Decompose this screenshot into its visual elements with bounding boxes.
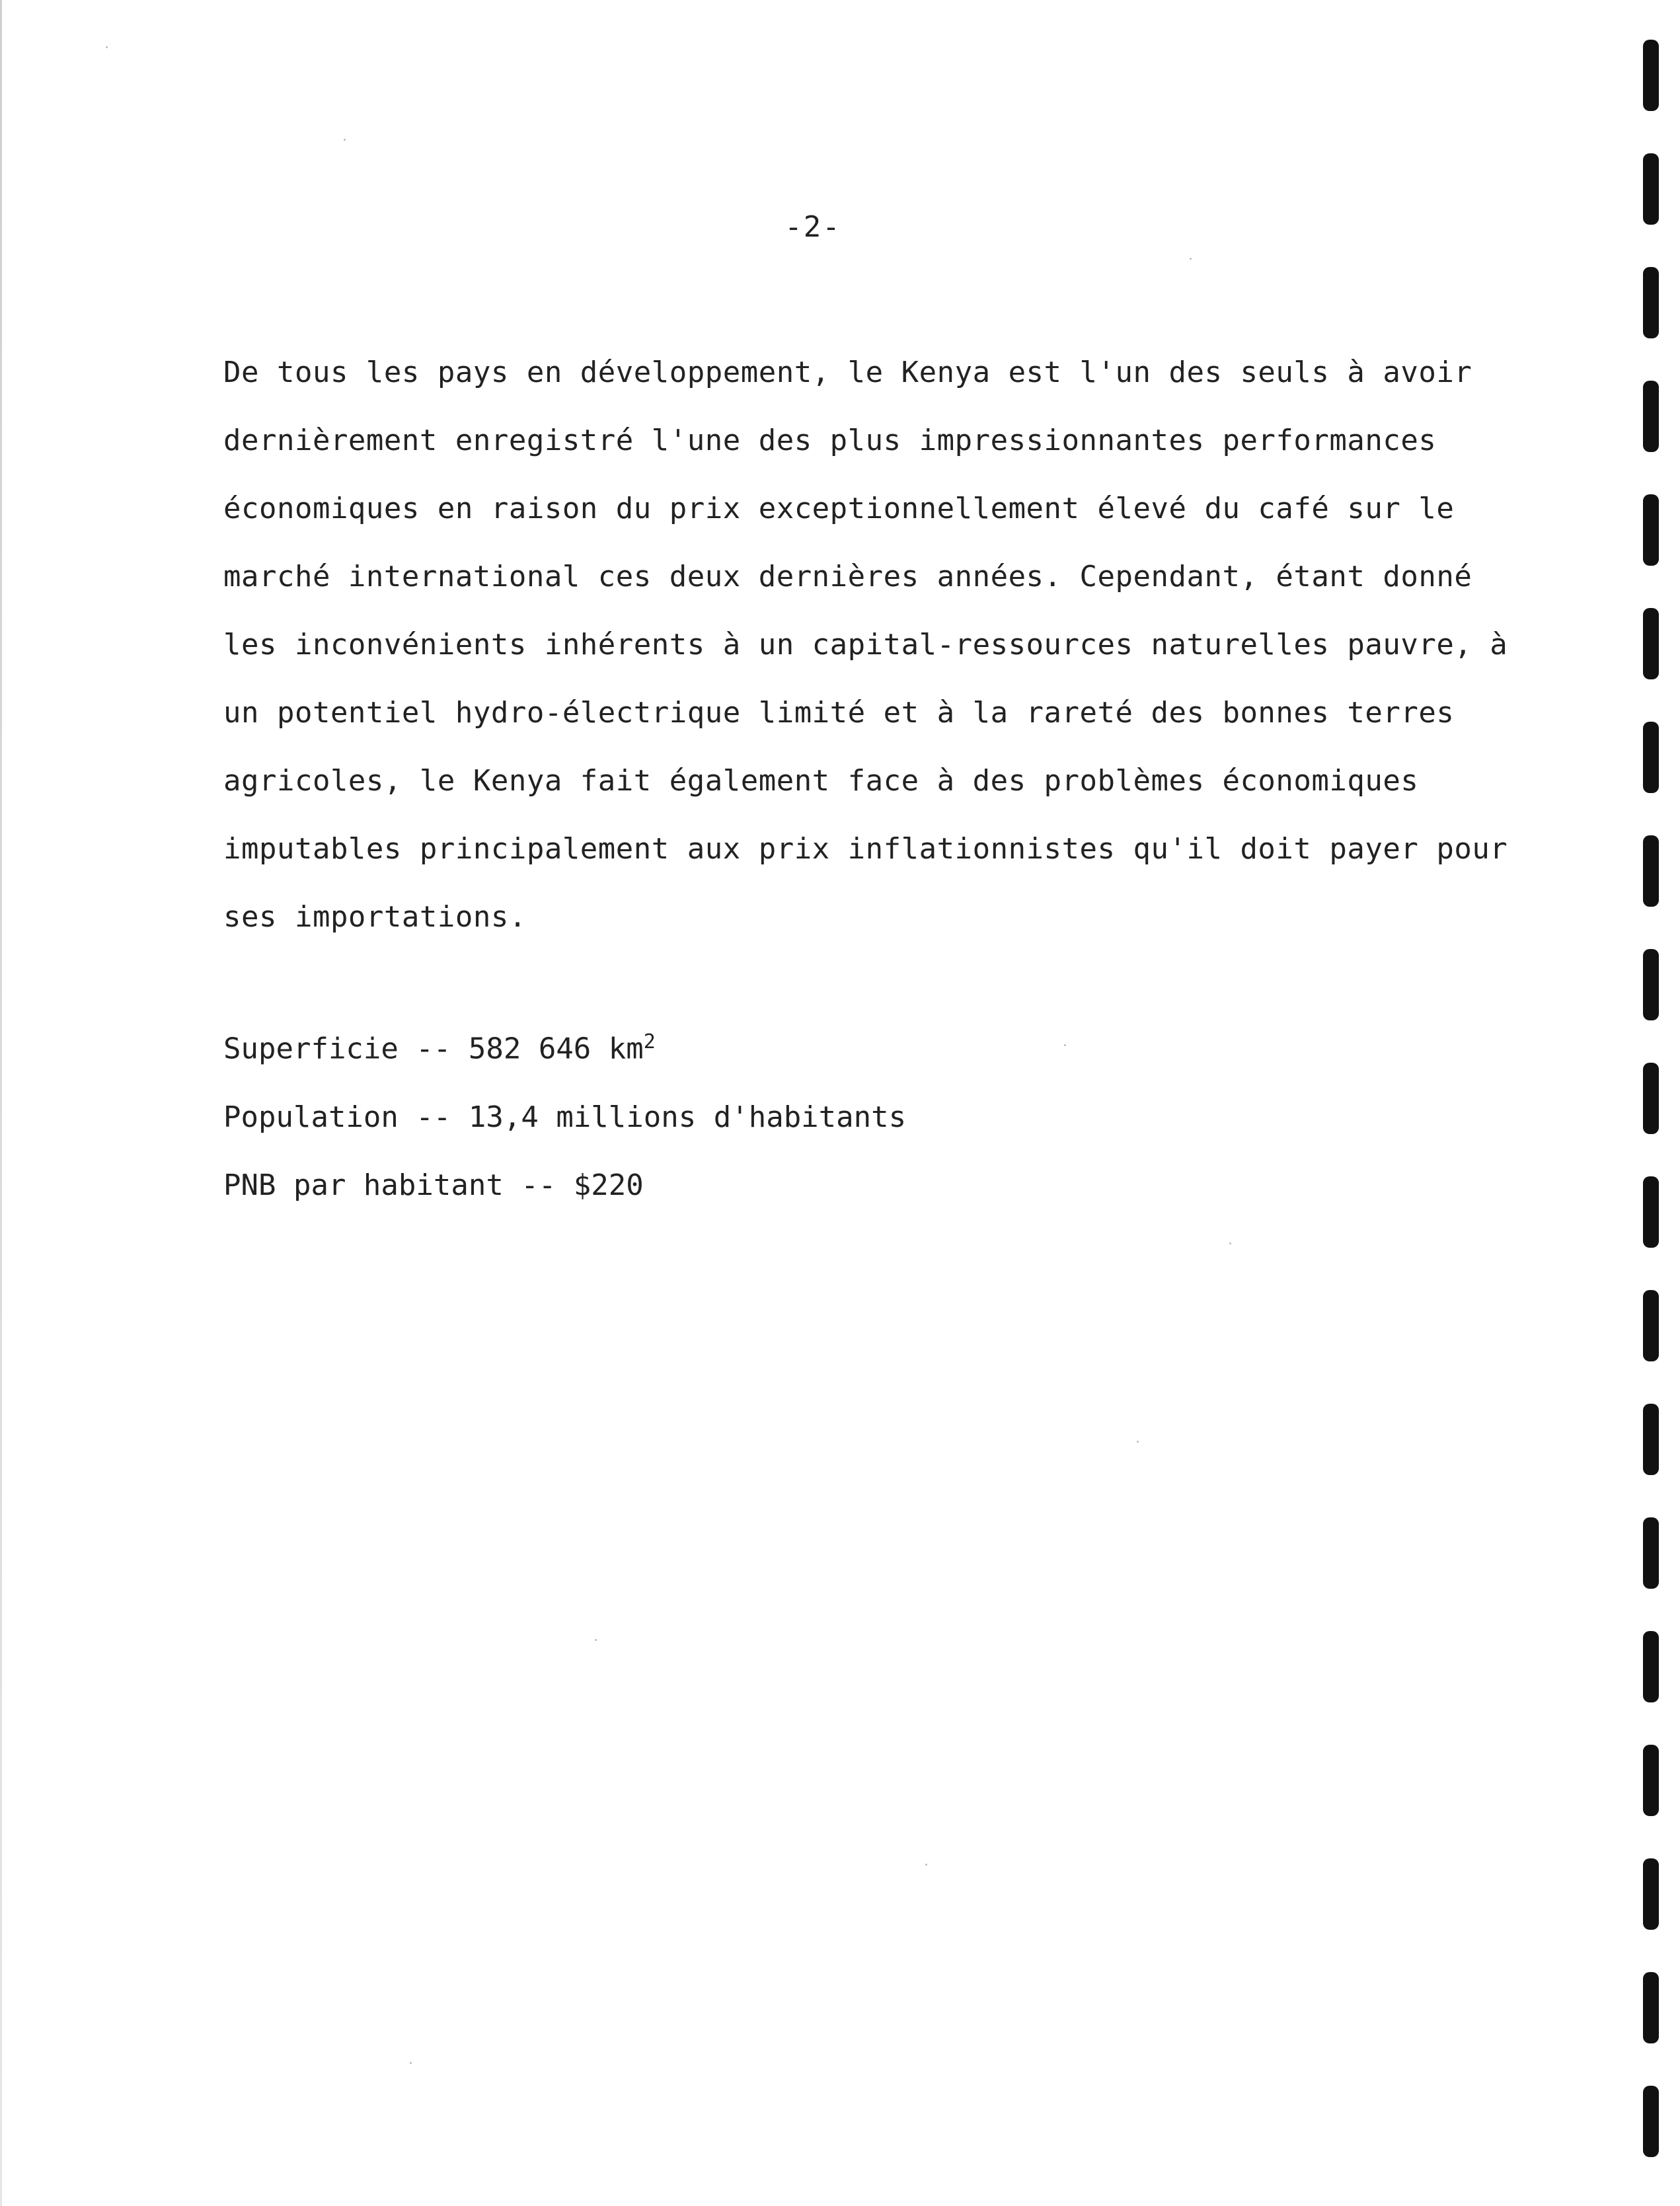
punch-hole bbox=[1643, 267, 1659, 338]
punch-hole bbox=[1643, 1063, 1659, 1134]
punch-hole bbox=[1643, 1404, 1659, 1475]
paragraph-line: marché international ces deux dernières années. Cependant, étant donné bbox=[223, 560, 1472, 593]
punch-hole bbox=[1643, 1517, 1659, 1589]
punch-hole bbox=[1643, 835, 1659, 907]
punch-hole bbox=[1643, 1631, 1659, 1702]
scan-speck bbox=[1190, 258, 1192, 260]
paragraph-line: De tous les pays en développement, le Kenya est l'un des seuls à avoir bbox=[223, 356, 1472, 389]
punch-hole bbox=[1643, 1972, 1659, 2043]
paragraph-line: les inconvénients inhérents à un capital-ressources naturelles pauvre, à bbox=[223, 628, 1508, 662]
scan-speck bbox=[1229, 1242, 1231, 1244]
scan-speck bbox=[595, 1639, 597, 1641]
paragraph-line: ses importations. bbox=[223, 900, 527, 934]
scan-speck bbox=[410, 2062, 412, 2064]
punch-hole bbox=[1643, 1745, 1659, 1816]
paragraph-line: économiques en raison du prix exceptionnellement élevé du café sur le bbox=[223, 492, 1455, 525]
punch-hole-strip bbox=[1638, 40, 1664, 2194]
fact-area-exponent: 2 bbox=[643, 1030, 656, 1053]
scan-speck bbox=[1137, 1441, 1139, 1443]
punch-hole bbox=[1643, 1858, 1659, 1930]
punch-hole bbox=[1643, 722, 1659, 793]
scan-speck bbox=[1064, 1044, 1066, 1046]
punch-hole bbox=[1643, 2086, 1659, 2157]
punch-hole bbox=[1643, 1176, 1659, 1248]
scan-speck bbox=[344, 139, 346, 141]
punch-hole bbox=[1643, 153, 1659, 225]
paragraph-line: un potentiel hydro-électrique limité et à la rareté des bonnes terres bbox=[223, 696, 1455, 730]
fact-area-text: Superficie -- 582 646 km bbox=[223, 1032, 644, 1066]
paragraph-line: dernièrement enregistré l'une des plus impressionnantes performances bbox=[223, 424, 1437, 457]
paragraph-line: imputables principalement aux prix inflationnistes qu'il doit payer pour bbox=[223, 832, 1508, 866]
scan-speck bbox=[925, 1864, 927, 1866]
scan-speck bbox=[106, 46, 108, 48]
page-number: -2- bbox=[784, 210, 841, 244]
punch-hole bbox=[1643, 608, 1659, 679]
key-facts bbox=[223, 1008, 906, 1219]
punch-hole bbox=[1643, 949, 1659, 1020]
punch-hole bbox=[1643, 381, 1659, 452]
paragraph-line: agricoles, le Kenya fait également face à des problèmes économiques bbox=[223, 764, 1419, 798]
fact-gnp: PNB par habitant -- $220 bbox=[223, 1168, 644, 1202]
punch-hole bbox=[1643, 40, 1659, 111]
fact-population: Population -- 13,4 millions d'habitants bbox=[223, 1100, 907, 1134]
punch-hole bbox=[1643, 1290, 1659, 1361]
fact-area bbox=[223, 1008, 906, 1083]
page-left-edge bbox=[0, 0, 2, 2206]
punch-hole bbox=[1643, 494, 1659, 566]
body-paragraph bbox=[223, 338, 1508, 951]
